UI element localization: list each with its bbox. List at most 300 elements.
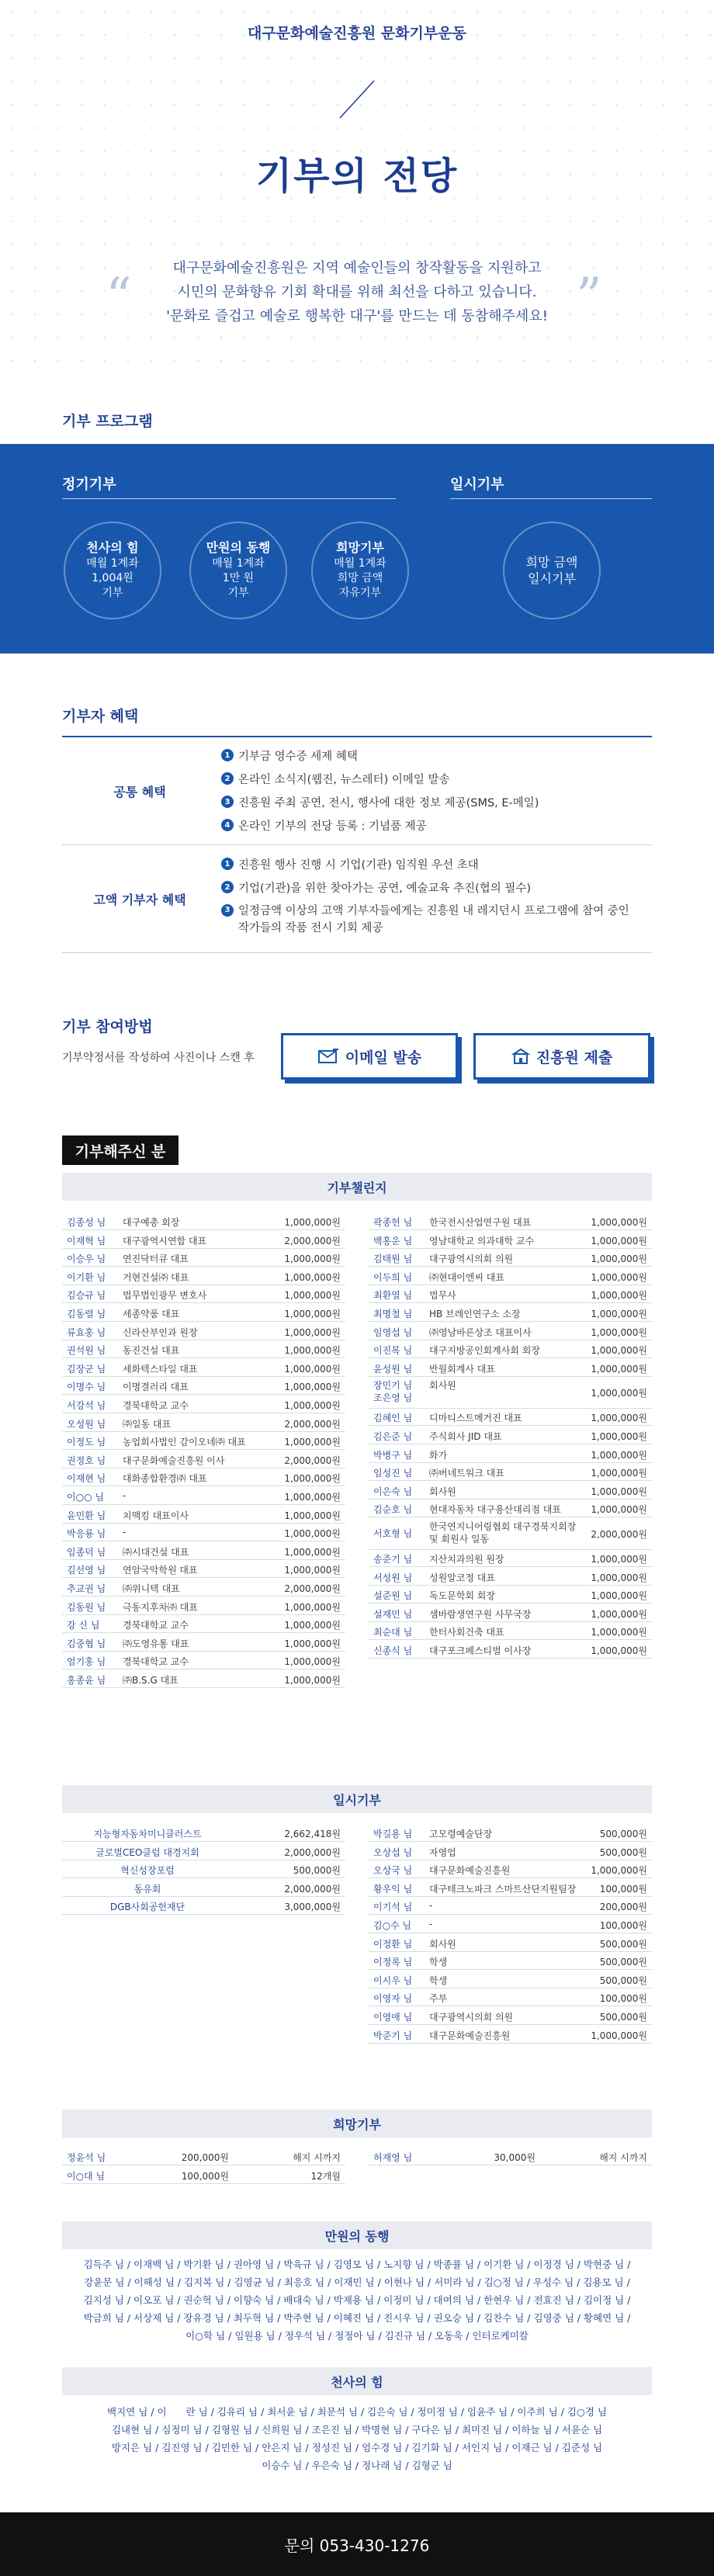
donor-title: ㈜일동 대표 <box>123 1418 172 1430</box>
donor-amount: 100,000원 <box>599 1993 647 2005</box>
hero-intro <box>0 256 714 328</box>
donor-title: HB 브레인연구소 소장 <box>429 1309 521 1319</box>
donor-term: 12개월 <box>310 2171 341 2182</box>
donor-amount: 1,000,000원 <box>284 1400 341 1411</box>
hope-left-list <box>62 2148 345 2186</box>
hope-row <box>62 2148 345 2165</box>
donor-amount: 1,000,000원 <box>591 1345 647 1357</box>
program-title: 기부 프로그램 <box>62 413 153 430</box>
circle-line: 1,004원 <box>92 572 133 584</box>
donor-row <box>369 1323 652 1340</box>
donor-row <box>369 1843 652 1860</box>
onetime-divider <box>450 498 652 499</box>
donor-row <box>62 1212 345 1230</box>
donor-name: 김태원 님 <box>373 1253 413 1265</box>
donor-title: 영남대학교 의과대학 교수 <box>429 1235 535 1246</box>
donor-name: 이재현 님 <box>67 1473 106 1485</box>
donor-name: 최환열 님 <box>373 1290 413 1302</box>
donor-name: 허재영 님 <box>373 2152 413 2163</box>
donor-name: 김승규 님 <box>67 1290 106 1302</box>
names-line: 박금희 님 / 서상제 님 / 장유경 님 / 최두혁 님 / 박주현 님 / 이혜진 님 / 진시우 님 / 권오승 님 / 김찬수 님 / 김영중 님 / 황혜연 님 / <box>83 2312 631 2324</box>
hero-line-2: 시민의 문화향유 기회 확대를 위해 최선을 다하고 있습니다. <box>177 284 537 300</box>
donor-title: 회사원 <box>429 1486 456 1497</box>
donor-name: 김중협 님 <box>67 1638 106 1649</box>
hero-line-1: 대구문화예술진흥원은 지역 예술인들의 창작활동을 지원하고 <box>172 260 542 276</box>
open-quote-icon: “ <box>106 267 132 327</box>
donor-term: 해지 시까지 <box>293 2152 341 2163</box>
donor-title: 경북대학교 교수 <box>123 1656 189 1668</box>
donor-title: 독도문학회 회장 <box>429 1590 495 1602</box>
donor-row <box>62 1414 345 1432</box>
email-button-label: 이메일 발송 <box>345 1049 422 1066</box>
donor-name: 지능형자동차미니클러스트 <box>93 1829 202 1839</box>
donor-name: 이승우 님 <box>67 1253 106 1265</box>
number-2-icon: 2 <box>221 772 234 785</box>
donor-amount: 1,000,000원 <box>284 1382 341 1393</box>
donor-title: 세종약품 대표 <box>123 1309 180 1319</box>
donor-name: 이○대 님 <box>67 2171 106 2182</box>
circle-line: 매월 1계좌 <box>212 557 265 570</box>
donor-name: 최명철 님 <box>373 1309 413 1319</box>
donor-row <box>369 1249 652 1267</box>
donor-row <box>62 1267 345 1285</box>
program-panel <box>0 444 714 654</box>
donor-row <box>62 1670 345 1688</box>
benefit-row-major <box>62 845 652 953</box>
donor-name: 이시우 님 <box>373 1974 413 1986</box>
donor-row <box>62 1249 345 1267</box>
hope-bar: 희망기부 <box>62 2110 652 2137</box>
donor-name: 혁신성장포럼 <box>120 1865 175 1877</box>
number-2-icon: 2 <box>221 881 234 893</box>
donor-row <box>369 2007 652 2025</box>
donor-amount: 1,000,000원 <box>591 1627 647 1638</box>
circle-line: 매월 1계좌 <box>86 557 139 570</box>
donor-title: 대구광역시연합 대표 <box>123 1235 207 1246</box>
donor-row <box>369 1641 652 1659</box>
donor-amount: 1,000,000원 <box>284 1638 341 1649</box>
benefit-item: 2 기업(기관)을 위한 찾아가는 공연, 예술교육 추진(협의 필수) <box>221 879 531 896</box>
donor-amount: 1,000,000원 <box>284 1217 341 1228</box>
donor-amount: 2,000,000원 <box>591 1529 647 1540</box>
donor-name: 김종성 님 <box>67 1217 106 1228</box>
donor-row <box>369 2026 652 2044</box>
donor-row <box>369 1586 652 1603</box>
donor-name: 홍종윤 님 <box>67 1675 106 1686</box>
circle-onetime <box>503 522 601 619</box>
donor-amount: 1,000,000원 <box>284 1326 341 1338</box>
donor-row <box>369 1622 652 1640</box>
challenge-right-list <box>369 1212 652 1756</box>
donor-row <box>369 1897 652 1915</box>
donor-amount: 1,000,000원 <box>591 1309 647 1319</box>
donor-title: ㈜버네트워크 대표 <box>429 1468 504 1479</box>
donor-amount: 1,000,000원 <box>591 1449 647 1461</box>
names-line: 백지연 님 / 이 란 님 / 김유리 님 / 최서윤 님 / 최문석 님 / 김은숙 님 / 정미정 님 / 임윤주 님 / 이주희 님 / 김○경 님 <box>107 2406 607 2418</box>
donor-amount: 500,000원 <box>293 1865 341 1877</box>
donor-title: 대구포크페스티벌 이사장 <box>429 1645 532 1656</box>
circle-angel <box>64 522 161 619</box>
donor-title: 신라산부인과 원장 <box>123 1326 198 1338</box>
donor-amount: 1,000,000원 <box>591 1572 647 1583</box>
donor-name: 박병구 님 <box>373 1449 413 1461</box>
participation-subtitle: 기부약정서를 작성하여 사진이나 스캔 후 <box>62 1052 255 1064</box>
regular-title: 정기기부 <box>62 477 116 493</box>
donor-row <box>62 1468 345 1486</box>
visit-button[interactable] <box>473 1033 650 1080</box>
donor-amount: 1,000,000원 <box>284 1656 341 1668</box>
participation-title: 기부 참여방법 <box>62 1018 153 1035</box>
visit-button-label: 진흥원 제출 <box>536 1049 613 1066</box>
group-donor-row <box>62 1824 345 1842</box>
donor-name: 서성원 님 <box>373 1572 413 1583</box>
donor-name: 류효홍 님 <box>67 1326 106 1338</box>
donor-amount: 2,000,000원 <box>284 1454 341 1466</box>
donor-row <box>62 1395 345 1413</box>
donor-title: ㈜현대이엔씨 대표 <box>429 1271 504 1283</box>
donor-title: 법무법인광무 변호사 <box>123 1290 207 1302</box>
donor-title: 농업회사법인 감이오네㈜ 대표 <box>123 1437 246 1448</box>
donor-row <box>62 1524 345 1541</box>
donor-title: ㈜B.S.G 대표 <box>123 1675 178 1686</box>
challenge-left-list <box>62 1212 345 1756</box>
donor-row <box>369 1518 652 1550</box>
donor-amount: 1,000,000원 <box>591 1290 647 1302</box>
donor-name: 이기환 님 <box>67 1271 106 1283</box>
circle-title: 희망기부 <box>336 540 384 555</box>
donor-row <box>62 1542 345 1560</box>
donor-row <box>369 1304 652 1322</box>
donor-amount: 1,000,000원 <box>284 1290 341 1302</box>
donor-title: 성원알코정 대표 <box>429 1572 495 1583</box>
names-line: 이승수 님 / 우은숙 님 / 정나래 님 / 김형군 님 <box>262 2460 452 2471</box>
donor-title: 거현건설㈜ 대표 <box>123 1271 189 1283</box>
donor-title: 대구문화예술진흥원 <box>429 2030 511 2041</box>
hero-section <box>0 0 714 365</box>
donor-amount: 1,000,000원 <box>284 1271 341 1283</box>
donor-row <box>369 1408 652 1426</box>
donor-amount: 1,000,000원 <box>284 1546 341 1558</box>
donor-amount: 1,000,000원 <box>284 1437 341 1448</box>
donor-title: 세화텍스타일 대표 <box>123 1363 198 1375</box>
donor-amount: 500,000원 <box>599 1829 647 1839</box>
donor-amount: 1,000,000원 <box>591 1413 647 1424</box>
donor-name: 이정환 님 <box>373 1938 413 1950</box>
donor-amount: 1,000,000원 <box>591 1235 647 1246</box>
donor-amount: 1,000,000원 <box>591 2030 647 2041</box>
donor-title: 디마티스트메거진 대표 <box>429 1413 522 1424</box>
donor-title: 경북대학교 교수 <box>123 1400 189 1411</box>
donor-name: 임성진 님 <box>373 1468 413 1479</box>
donor-row <box>62 1323 345 1340</box>
donor-row <box>62 1285 345 1303</box>
donor-row <box>369 1463 652 1481</box>
donor-row <box>62 1506 345 1524</box>
donor-title: 치맥킹 대표이사 <box>123 1510 189 1521</box>
donor-name: 이은숙 님 <box>373 1486 413 1497</box>
donor-name: 추교권 님 <box>67 1583 106 1594</box>
donor-title: - <box>123 1490 127 1501</box>
email-button[interactable] <box>281 1033 458 1080</box>
donor-name: 엄기홍 님 <box>67 1656 106 1668</box>
benefit-item: 4 온라인 기부의 전당 등록 : 기념품 제공 <box>221 817 427 834</box>
donor-amount: 30,000원 <box>494 2152 536 2163</box>
donor-name: 곽종헌 님 <box>373 1217 413 1228</box>
group-donor-row <box>62 1843 345 1860</box>
donor-row <box>369 1568 652 1586</box>
donor-amount: 1,000,000원 <box>591 1271 647 1283</box>
donor-amount: 1,000,000원 <box>284 1675 341 1686</box>
circle-line: 일시기부 <box>528 571 576 586</box>
donor-row <box>369 1359 652 1377</box>
donor-row <box>62 1340 345 1358</box>
donor-title: 주부 <box>429 1993 448 2005</box>
donor-title: ㈜위니텍 대표 <box>123 1583 180 1594</box>
circle-line: 자유기부 <box>338 587 382 599</box>
benefit-label: 고액 기부자 혜택 <box>93 893 186 907</box>
donor-row <box>369 1549 652 1567</box>
circle-line: 1만 원 <box>222 572 255 584</box>
donor-amount: 500,000원 <box>599 2012 647 2023</box>
donor-name: 박길용 님 <box>373 1829 413 1839</box>
angel-names <box>62 2403 652 2474</box>
donor-name: 이영애 님 <box>373 2012 413 2023</box>
names-line: 김득주 님 / 이재백 님 / 박기환 님 / 권아영 님 / 박육규 님 / 김영모 님 / 노지향 님 / 박종률 님 / 이기환 님 / 이정경 님 / 박현중 님 / <box>83 2259 631 2270</box>
donor-row <box>369 1952 652 1970</box>
donor-amount: 1,000,000원 <box>284 1345 341 1357</box>
names-line: 김내현 님 / 심정미 님 / 김형원 님 / 신희원 님 / 조은진 님 / 박명현 님 / 구다은 님 / 최미진 님 / 이하늘 님 / 서윤순 님 <box>111 2424 603 2436</box>
donor-amount: 1,000,000원 <box>284 1253 341 1265</box>
donor-row <box>369 1212 652 1230</box>
donor-title: 대구테크노파크 스마트산단지원팀장 <box>429 1883 577 1895</box>
donor-name: 김선영 님 <box>67 1565 106 1576</box>
donor-amount: 3,000,000원 <box>284 1902 341 1913</box>
donor-amount: 1,000,000원 <box>591 1326 647 1338</box>
donor-name: 김○수 님 <box>373 1920 412 1931</box>
circle-line: 기부 <box>102 587 123 599</box>
donor-row <box>369 1604 652 1622</box>
names-line: 방지은 님 / 김진영 님 / 김민한 님 / 안은지 님 / 정성진 님 / 엄수경 님 / 김기화 님 / 서인지 님 / 이재근 님 / 김준성 님 <box>111 2442 603 2453</box>
donor-amount: 1,000,000원 <box>591 1865 647 1877</box>
donor-amount: 1,000,000원 <box>284 1363 341 1375</box>
donor-title: 법무사 <box>429 1290 456 1302</box>
donor-name: 김은준 님 <box>373 1431 413 1442</box>
regular-divider <box>62 498 396 499</box>
donor-amount: 1,000,000원 <box>284 1510 341 1521</box>
onetime-title: 일시기부 <box>450 477 504 493</box>
donor-amount: 2,000,000원 <box>284 1418 341 1430</box>
donor-name: DGB사회공헌재단 <box>109 1902 185 1913</box>
donor-name: 강 신 님 <box>67 1620 100 1631</box>
benefit-row-common <box>62 737 652 845</box>
circle-hope <box>311 522 409 619</box>
donor-amount: 100,000원 <box>599 1920 647 1931</box>
donor-title: 학생 <box>429 1957 448 1968</box>
donor-amount: 2,000,000원 <box>284 1583 341 1594</box>
donor-amount: 1,000,000원 <box>591 1363 647 1375</box>
donor-title: 대구광역시의회 의원 <box>429 1253 514 1265</box>
donor-name: 황우익 님 <box>373 1883 413 1895</box>
donor-title: 대구예총 회장 <box>123 1217 180 1228</box>
group-donor-row <box>62 1860 345 1878</box>
donor-title: 주식회사 JID 대표 <box>429 1431 502 1442</box>
benefit-item: 1 진흥원 행사 진행 시 기업(기관) 임직원 우선 초대 <box>221 856 479 872</box>
donor-name: 이진복 님 <box>373 1345 413 1357</box>
donor-amount: 200,000원 <box>599 1902 647 1913</box>
donor-name: 김동원 님 <box>67 1601 106 1613</box>
manwon-names <box>62 2255 652 2345</box>
donor-row <box>369 1482 652 1499</box>
donor-amount: 1,000,000원 <box>591 1253 647 1265</box>
benefit-label: 공통 혜택 <box>113 785 166 799</box>
donor-name: 김순호 님 <box>373 1504 413 1516</box>
benefits-table <box>62 736 652 953</box>
donor-amount: 200,000원 <box>181 2152 229 2163</box>
donor-title: 이명결러리 대표 <box>123 1382 189 1393</box>
donor-title: - <box>123 1527 127 1538</box>
challenge-bar: 기부챌린지 <box>62 1173 652 1201</box>
hope-right-list <box>369 2148 652 2167</box>
donor-title: 학생 <box>429 1974 448 1986</box>
circle-line: 기부 <box>227 587 249 599</box>
circle-manwon <box>189 522 287 619</box>
benefit-item: 3 일정금액 이상의 고액 기부자들에게는 진흥원 내 레지던시 프로그램에 참여 중인 작가들의 작품 전시 기회 제공 <box>221 903 640 937</box>
donor-row <box>369 1860 652 1878</box>
names-line: 강윤문 님 / 이해성 님 / 김지복 님 / 김영균 님 / 최응호 님 / 이재민 님 / 이현나 님 / 서미라 님 / 김○정 님 / 우성수 님 / 김용모 님 / <box>84 2276 630 2288</box>
donor-title: 한국전시산업연구원 대표 <box>429 1217 532 1228</box>
circle-title: 천사의 힘 <box>86 540 139 555</box>
number-1-icon: 1 <box>221 858 234 870</box>
donor-name: 권정호 님 <box>67 1454 106 1466</box>
donor-name: 이영자 님 <box>373 1993 413 2005</box>
donor-name: 정윤석 님 <box>67 2152 106 2163</box>
donor-name: 박응룡 님 <box>67 1528 106 1540</box>
donor-title: - <box>429 1919 433 1929</box>
donor-name: 이명수 님 <box>67 1382 106 1393</box>
donor-title: 대구문화예술진흥원 이사 <box>123 1454 225 1466</box>
donor-amount: 100,000원 <box>181 2171 229 2182</box>
donor-row <box>369 1267 652 1285</box>
donor-amount: 1,000,000원 <box>284 1473 341 1485</box>
donor-row <box>62 1487 345 1505</box>
donor-amount: 500,000원 <box>599 1938 647 1950</box>
donor-amount: 2,000,000원 <box>284 1235 341 1246</box>
onetime-bar: 일시기부 <box>62 1785 652 1813</box>
number-1-icon: 1 <box>221 749 234 761</box>
number-3-icon: 3 <box>221 796 234 808</box>
donor-amount: 1,000,000원 <box>284 1601 341 1613</box>
donor-title: 연암국악학원 대표 <box>123 1565 198 1576</box>
donor-row <box>62 1652 345 1669</box>
donor-name: 김장군 님 <box>67 1363 106 1375</box>
donor-amount: 1,000,000원 <box>284 1565 341 1576</box>
donor-row <box>62 1304 345 1322</box>
donor-name: 서강석 님 <box>67 1400 106 1411</box>
manwon-bar: 만원의 동행 <box>62 2221 652 2249</box>
group-donor-row <box>62 1897 345 1915</box>
donor-title: 회사원 <box>429 1380 456 1392</box>
building-icon <box>511 1047 530 1066</box>
donor-name: 이○○ 님 <box>67 1492 104 1503</box>
donor-name: 오상국 님 <box>373 1865 413 1877</box>
donor-amount: 1,000,000원 <box>591 1431 647 1442</box>
hope-row <box>62 2166 345 2184</box>
benefit-item: 1 기부금 영수증 세제 혜택 <box>221 747 358 764</box>
donor-name: 오성원 님 <box>67 1418 106 1430</box>
benefit-item: 2 온라인 소식지(웹진, 뉴스레터) 이메일 발송 <box>221 771 449 787</box>
donor-name: 권석원 님 <box>67 1345 106 1357</box>
donor-title: 극동지후차㈜ 대표 <box>123 1601 198 1613</box>
donor-row <box>62 1579 345 1597</box>
circle-line: 희망 금액 <box>337 572 383 584</box>
donor-amount: 100,000원 <box>599 1883 647 1895</box>
number-3-icon: 3 <box>221 904 234 917</box>
donor-amount: 1,000,000원 <box>591 1486 647 1497</box>
donor-title: - <box>429 1900 433 1912</box>
donor-name: 윤민환 님 <box>67 1510 106 1521</box>
donor-name: 김동렬 님 <box>67 1309 106 1319</box>
donor-title: 고모령예술단장 <box>429 1829 493 1839</box>
donor-row <box>62 1231 345 1249</box>
donor-title: 반월회계사 대표 <box>429 1363 495 1375</box>
donor-amount: 500,000원 <box>599 1974 647 1986</box>
donor-row <box>369 1285 652 1303</box>
donor-name: 최순대 님 <box>373 1627 413 1638</box>
donor-row <box>369 1499 652 1517</box>
donor-row <box>369 1971 652 1988</box>
donor-title: 대화종합환경㈜ 대표 <box>123 1473 207 1485</box>
donor-title: 회사원 <box>429 1938 456 1950</box>
donor-title: 샘바람생연구원 사무국장 <box>429 1608 532 1620</box>
donor-title: ㈜영남바른상조 대표이사 <box>429 1326 532 1338</box>
donor-amount: 1,000,000원 <box>591 1554 647 1565</box>
donor-title: 대구문화예술진흥원 <box>429 1865 511 1877</box>
circle-title: 희망 금액 <box>525 555 578 570</box>
donor-amount: 1,000,000원 <box>591 1645 647 1656</box>
donor-row <box>369 1231 652 1249</box>
donor-name: 윤성원 님 <box>373 1363 413 1375</box>
donor-row <box>62 1634 345 1652</box>
donor-name: 이정록 님 <box>373 1957 413 1968</box>
donor-name: 설준원 님 <box>373 1590 413 1602</box>
names-line: 김지성 님 / 이오포 님 / 권순혁 님 / 이향숙 님 / 배대숙 님 / 박제용 님 / 이정미 님 / 대여의 님 / 한현우 님 / 전효진 님 / 김이정 님 / <box>83 2294 631 2306</box>
donor-row <box>62 1377 345 1395</box>
email-icon <box>317 1048 339 1065</box>
donor-title: 대구지방공인회계사회 회장 <box>429 1345 540 1357</box>
donor-name: 백홍운 님 <box>373 1235 413 1246</box>
donor-name: 이재혁 님 <box>67 1235 106 1246</box>
circle-title: 만원의 동행 <box>206 540 271 555</box>
contact-footer: 문의 053-430-1276 <box>0 2512 714 2576</box>
donor-row <box>62 1597 345 1615</box>
donor-title: 경북대학교 교수 <box>123 1620 189 1631</box>
circle-line: 매월 1계좌 <box>334 557 386 570</box>
donor-term: 해지 시까지 <box>599 2152 647 2163</box>
donor-amount: 2,000,000원 <box>284 1883 341 1895</box>
donor-name: 동유회 <box>133 1883 161 1895</box>
donor-amount: 1,000,000원 <box>284 1492 341 1503</box>
donor-title: 한국연지니어링협회 대구경북지회장 및 회원사 일동 <box>429 1521 577 1545</box>
donor-amount: 1,000,000원 <box>284 1309 341 1319</box>
donor-title: 한터사회건축 대표 <box>429 1627 504 1638</box>
donor-title: ㈜시대건설 대표 <box>123 1546 189 1558</box>
donor-name: 이기석 님 <box>373 1902 413 1913</box>
donor-amount: 1,000,000원 <box>284 1620 341 1631</box>
donor-name: 박준기 님 <box>373 2030 413 2041</box>
donor-row <box>369 1427 652 1444</box>
donor-amount: 1,000,000원 <box>591 1468 647 1479</box>
close-quote-icon: ” <box>576 267 602 327</box>
